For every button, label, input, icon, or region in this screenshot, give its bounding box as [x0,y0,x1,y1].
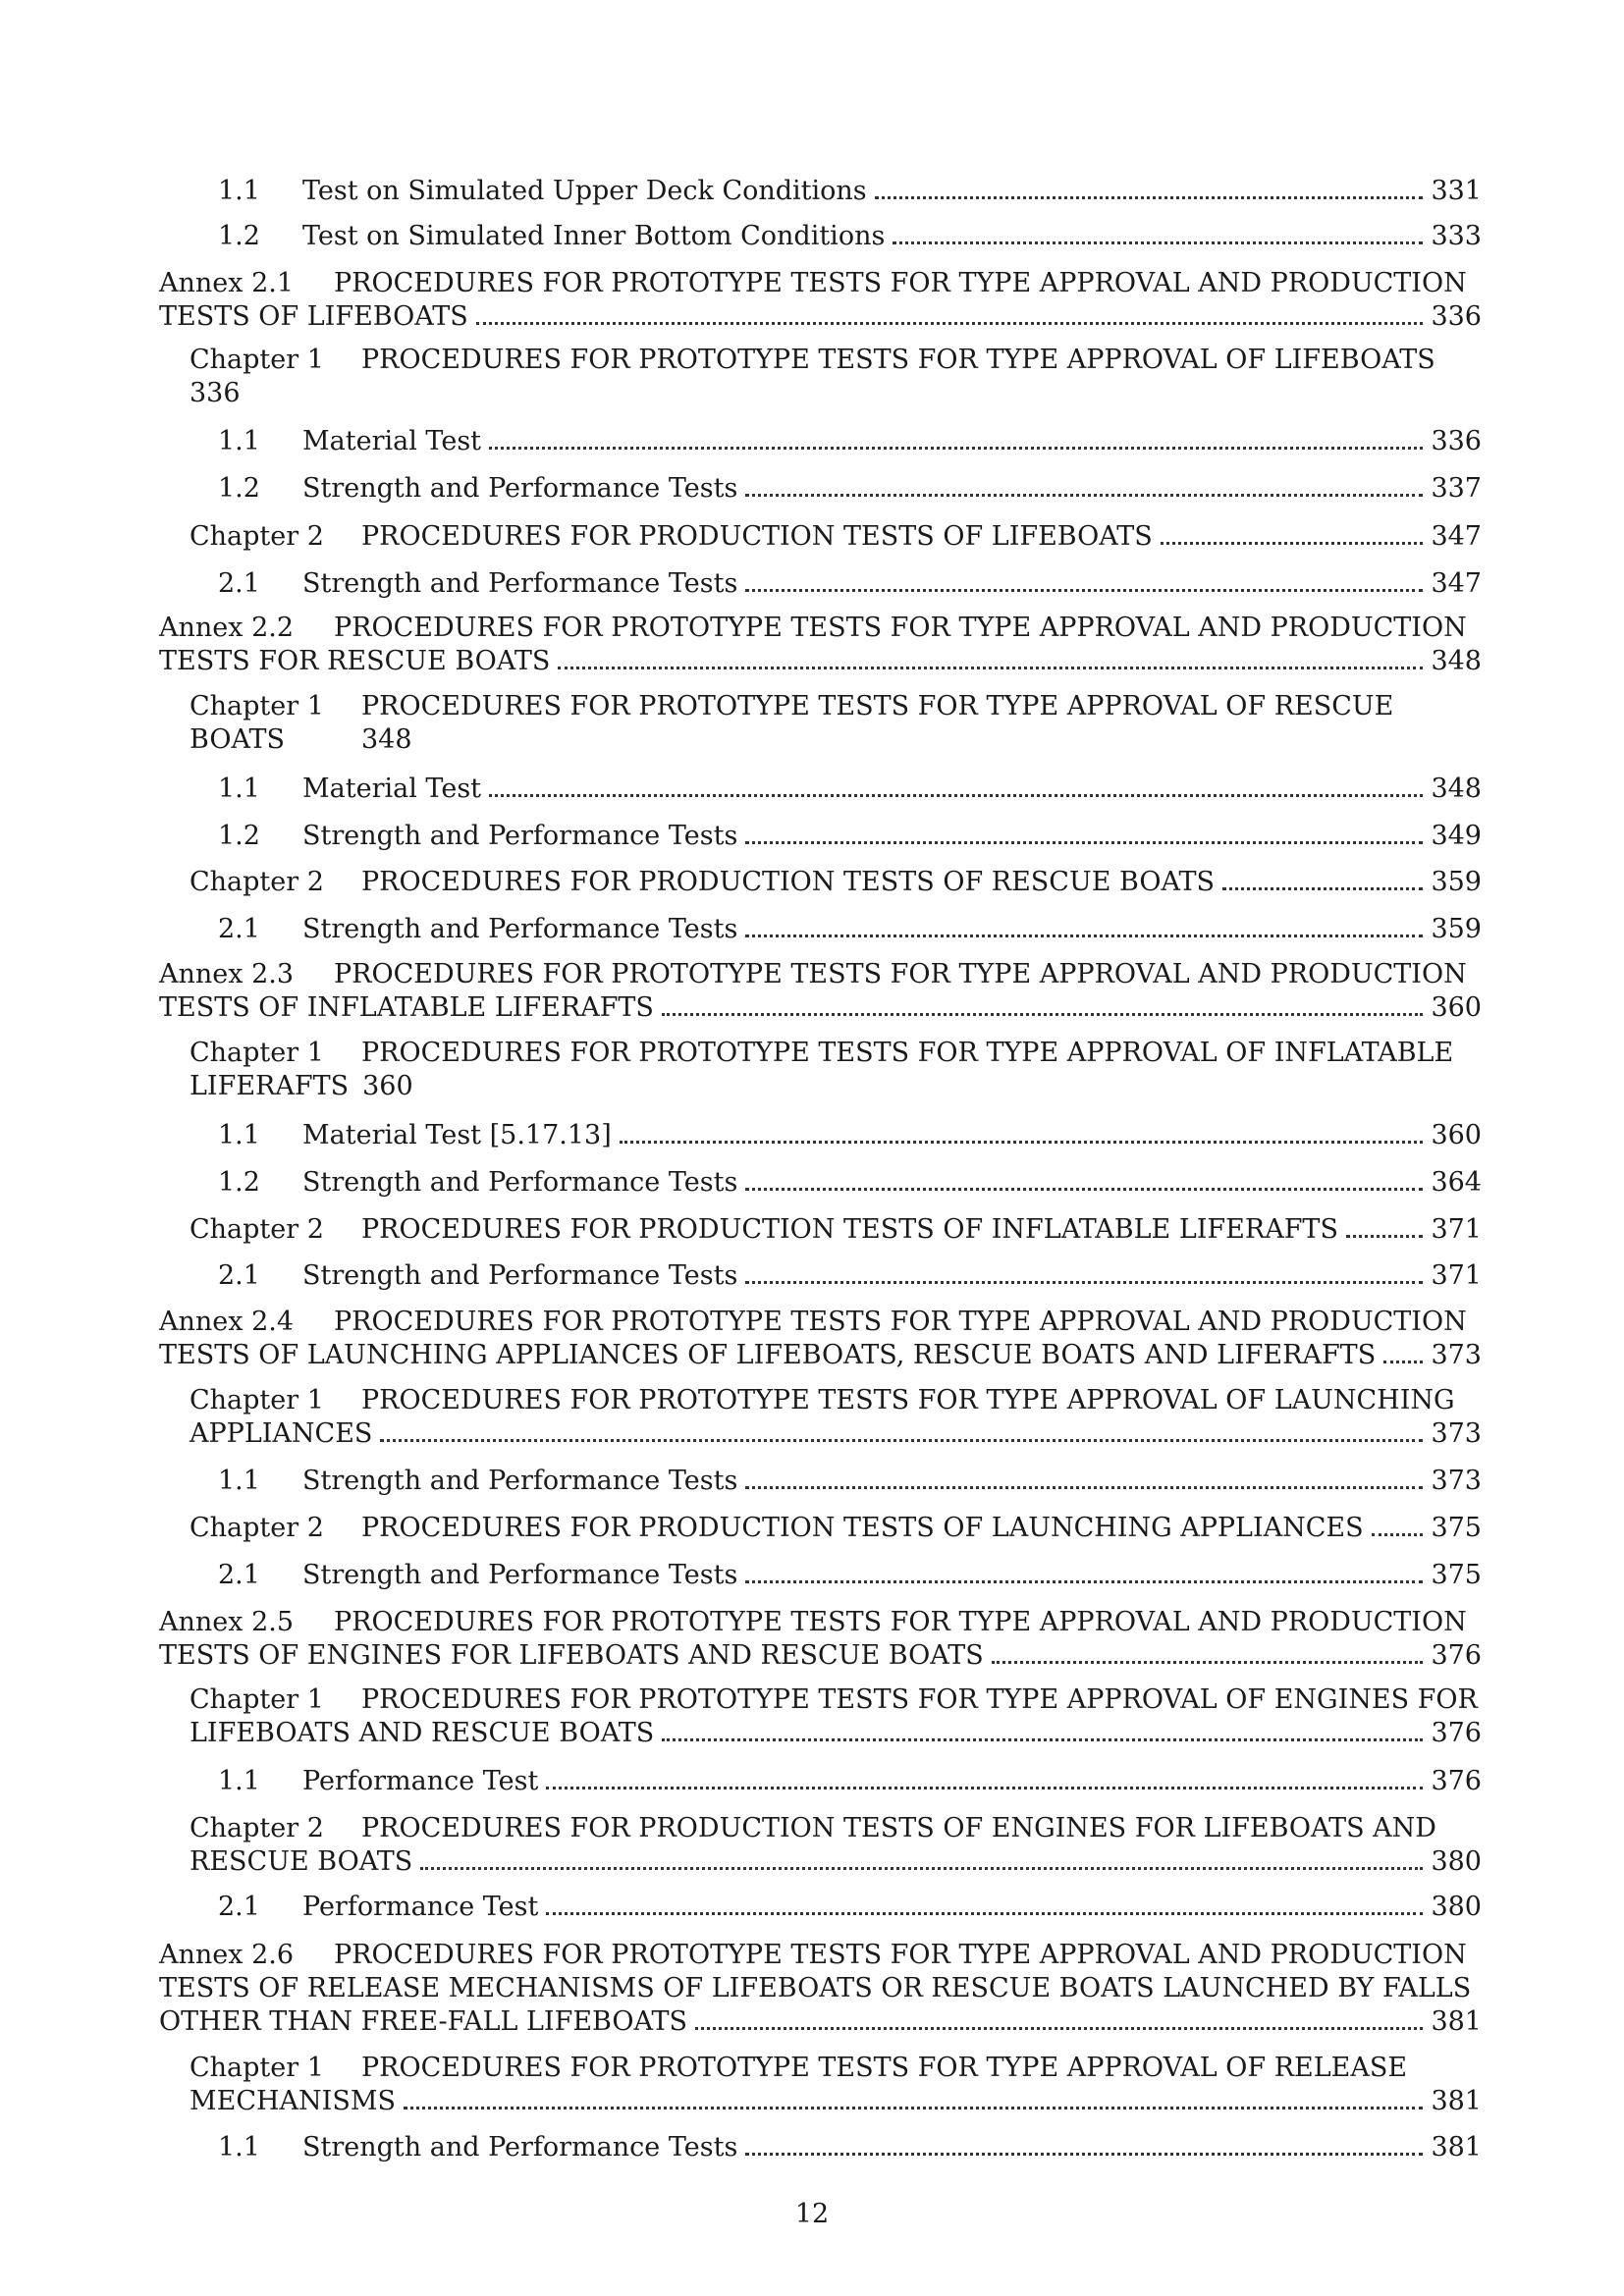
annex-title-line: OTHER THAN FREE-FALL LIFEBOATS [159,2006,688,2037]
chapter-title-line: BOATS [189,724,286,755]
chapter-title-line: PROCEDURES FOR PRODUCTION TESTS OF LIFEBOATS [361,521,1153,552]
dot-leader [1346,1235,1424,1238]
chapter-title-line: LIFEBOATS AND RESCUE BOATS [189,1718,655,1748]
page-number: 331 [1431,176,1482,206]
chapter-title-line: PROCEDURES FOR PRODUCTION TESTS OF RESCUE BOATS [361,867,1216,897]
annex-title-line: PROCEDURES FOR PROTOTYPE TESTS FOR TYPE APPROVAL AND PRODUCTION [334,959,1467,989]
page-number: 360 [362,1071,413,1101]
chapter-title-line: APPLIANCES [189,1418,373,1449]
chapter-number: Chapter 1 [189,2053,324,2083]
page-number: 359 [1431,867,1482,897]
dot-leader [745,934,1423,937]
section-title: Strength and Performance Tests [302,2132,738,2163]
page-number: 376 [1431,1766,1482,1796]
dot-leader [1383,1361,1423,1363]
dot-leader [476,322,1424,325]
dot-leader [380,1439,1423,1442]
chapter-title-line: PROCEDURES FOR PROTOTYPE TESTS FOR TYPE APPROVAL OF RESCUE [361,691,1394,721]
dot-leader [546,1787,1423,1789]
page-number: 381 [1431,2086,1482,2116]
page-number: 373 [1431,1418,1482,1449]
chapter-number: Chapter 1 [189,691,324,721]
dot-leader [420,1867,1423,1870]
section-number: 1.1 [218,176,260,206]
annex-number: Annex 2.5 [159,1607,295,1637]
page-number: 347 [1431,521,1482,552]
dot-leader [662,1738,1423,1741]
chapter-title-line: PROCEDURES FOR PRODUCTION TESTS OF ENGINES FOR LIFEBOATS AND [361,1813,1436,1843]
dot-leader [745,589,1423,592]
chapter-number: Chapter 2 [189,1214,324,1245]
chapter-number: Chapter 1 [189,1038,324,1068]
page-number: 376 [1431,1718,1482,1748]
section-title: Strength and Performance Tests [302,1167,738,1198]
section-number: 2.1 [218,1892,260,1922]
section-title: Strength and Performance Tests [302,1560,738,1590]
chapter-number: Chapter 2 [189,1813,324,1843]
section-title: Strength and Performance Tests [302,821,738,851]
page-number: 348 [1431,646,1482,676]
dot-leader [662,1013,1424,1016]
section-number: 2.1 [218,568,260,599]
dot-leader [1161,542,1424,545]
chapter-number: Chapter 2 [189,1513,324,1543]
section-number: 1.2 [218,821,260,851]
page-number: 364 [1431,1167,1482,1198]
annex-title-line: TESTS OF LIFEBOATS [159,301,468,332]
page-number: 381 [1431,2006,1482,2037]
section-title: Material Test [302,774,482,804]
chapter-title-line: PROCEDURES FOR PROTOTYPE TESTS FOR TYPE APPROVAL OF INFLATABLE [361,1038,1454,1068]
dot-leader [1222,887,1423,890]
annex-number: Annex 2.4 [159,1307,295,1337]
page-number: 380 [1431,1892,1482,1922]
section-title: Strength and Performance Tests [302,914,738,944]
page-number: 360 [1431,1120,1482,1150]
section-number: 1.1 [218,1466,260,1496]
dot-leader [745,494,1423,497]
annex-title-line: TESTS OF RELEASE MECHANISMS OF LIFEBOATS OR RESCUE BOATS LAUNCHED BY FALLS [159,1973,1472,2003]
dot-leader [745,2153,1423,2156]
dot-leader [992,1661,1424,1664]
dot-leader [745,1580,1423,1583]
chapter-title-line: RESCUE BOATS [189,1846,413,1877]
dot-leader [745,1188,1423,1191]
section-number: 1.1 [218,774,260,804]
chapter-number: Chapter 2 [189,867,324,897]
section-number: 2.1 [218,914,260,944]
page-number: 333 [1431,221,1482,251]
page-number: 371 [1431,1260,1482,1291]
section-number: 1.1 [218,426,260,456]
page-number: 337 [1431,473,1482,504]
section-number: 1.2 [218,221,260,251]
page-number: 375 [1431,1560,1482,1590]
page-number: 347 [1431,568,1482,599]
page-number: 380 [1431,1846,1482,1877]
annex-title-line: PROCEDURES FOR PROTOTYPE TESTS FOR TYPE APPROVAL AND PRODUCTION [334,1607,1467,1637]
dot-leader [404,2107,1423,2109]
page-number: 373 [1431,1340,1482,1370]
annex-title-line: TESTS FOR RESCUE BOATS [159,646,551,676]
page-number: 336 [1431,301,1482,332]
dot-leader [546,1912,1423,1915]
dot-leader [745,1486,1423,1489]
dot-leader [489,447,1423,450]
chapter-title-line: 336 [189,378,241,408]
chapter-title-line: PROCEDURES FOR PRODUCTION TESTS OF LAUNCHING APPLIANCES [361,1513,1364,1543]
annex-title-line: PROCEDURES FOR PROTOTYPE TESTS FOR TYPE APPROVAL AND PRODUCTION [334,1307,1467,1337]
annex-title-line: TESTS OF ENGINES FOR LIFEBOATS AND RESCUE BOATS [159,1640,984,1671]
page-number: 12 [794,2199,830,2229]
chapter-title-line: PROCEDURES FOR PROTOTYPE TESTS FOR TYPE APPROVAL OF RELEASE [361,2053,1408,2083]
page-number: 359 [1431,914,1482,944]
page-number: 381 [1431,2132,1482,2163]
annex-number: Annex 2.6 [159,1940,295,1970]
section-title: Strength and Performance Tests [302,1466,738,1496]
chapter-title-line: MECHANISMS [189,2086,396,2116]
dot-leader [1372,1533,1424,1536]
chapter-number: Chapter 1 [189,345,324,375]
annex-number: Annex 2.1 [159,268,295,298]
chapter-title-line: PROCEDURES FOR PROTOTYPE TESTS FOR TYPE APPROVAL OF LIFEBOATS [361,345,1435,375]
section-title: Material Test [302,426,482,456]
section-number: 1.2 [218,1167,260,1198]
section-title: Strength and Performance Tests [302,473,738,504]
annex-number: Annex 2.3 [159,959,295,989]
section-title: Strength and Performance Tests [302,1260,738,1291]
annex-title-line: PROCEDURES FOR PROTOTYPE TESTS FOR TYPE APPROVAL AND PRODUCTION [334,613,1467,643]
annex-number: Annex 2.2 [159,613,295,643]
page-number: 336 [1431,426,1482,456]
chapter-number: Chapter 1 [189,1385,324,1415]
page-number: 349 [1431,821,1482,851]
section-title: Strength and Performance Tests [302,568,738,599]
page-number: 371 [1431,1214,1482,1245]
annex-title-line: PROCEDURES FOR PROTOTYPE TESTS FOR TYPE APPROVAL AND PRODUCTION [334,268,1467,298]
annex-title-line: TESTS OF LAUNCHING APPLIANCES OF LIFEBOATS, RESCUE BOATS AND LIFERAFTS [159,1340,1377,1370]
page-number: 360 [1431,992,1482,1023]
dot-leader [695,2027,1423,2030]
dot-leader [558,667,1423,669]
dot-leader [893,241,1423,244]
chapter-title-line: PROCEDURES FOR PROTOTYPE TESTS FOR TYPE APPROVAL OF LAUNCHING [361,1385,1455,1415]
section-number: 1.2 [218,473,260,504]
chapter-title-line: PROCEDURES FOR PRODUCTION TESTS OF INFLATABLE LIFERAFTS [361,1214,1338,1245]
section-number: 1.1 [218,1120,260,1150]
chapter-title-line: PROCEDURES FOR PROTOTYPE TESTS FOR TYPE APPROVAL OF ENGINES FOR [361,1684,1478,1715]
dot-leader [745,1281,1423,1284]
page-number: 375 [1431,1513,1482,1543]
annex-title-line: TESTS OF INFLATABLE LIFERAFTS [159,992,654,1023]
section-title: Test on Simulated Upper Deck Conditions [302,176,867,206]
dot-leader [875,196,1424,199]
section-number: 1.1 [218,1766,260,1796]
chapter-number: Chapter 1 [189,1684,324,1715]
section-title: Test on Simulated Inner Bottom Conditions [302,221,886,251]
page-number: 348 [361,724,412,755]
section-title: Performance Test [302,1892,539,1922]
dot-leader [489,794,1423,797]
section-number: 1.1 [218,2132,260,2163]
page-number: 348 [1431,774,1482,804]
dot-leader [745,841,1423,844]
annex-title-line: PROCEDURES FOR PROTOTYPE TESTS FOR TYPE APPROVAL AND PRODUCTION [334,1940,1467,1970]
section-number: 2.1 [218,1560,260,1590]
section-title: Material Test [5.17.13] [302,1120,612,1150]
chapter-number: Chapter 2 [189,521,324,552]
dot-leader [620,1141,1424,1144]
section-title: Performance Test [302,1766,539,1796]
page-number: 373 [1431,1466,1482,1496]
section-number: 2.1 [218,1260,260,1291]
page-number: 376 [1431,1640,1482,1671]
chapter-title-line: LIFERAFTS [189,1071,350,1101]
